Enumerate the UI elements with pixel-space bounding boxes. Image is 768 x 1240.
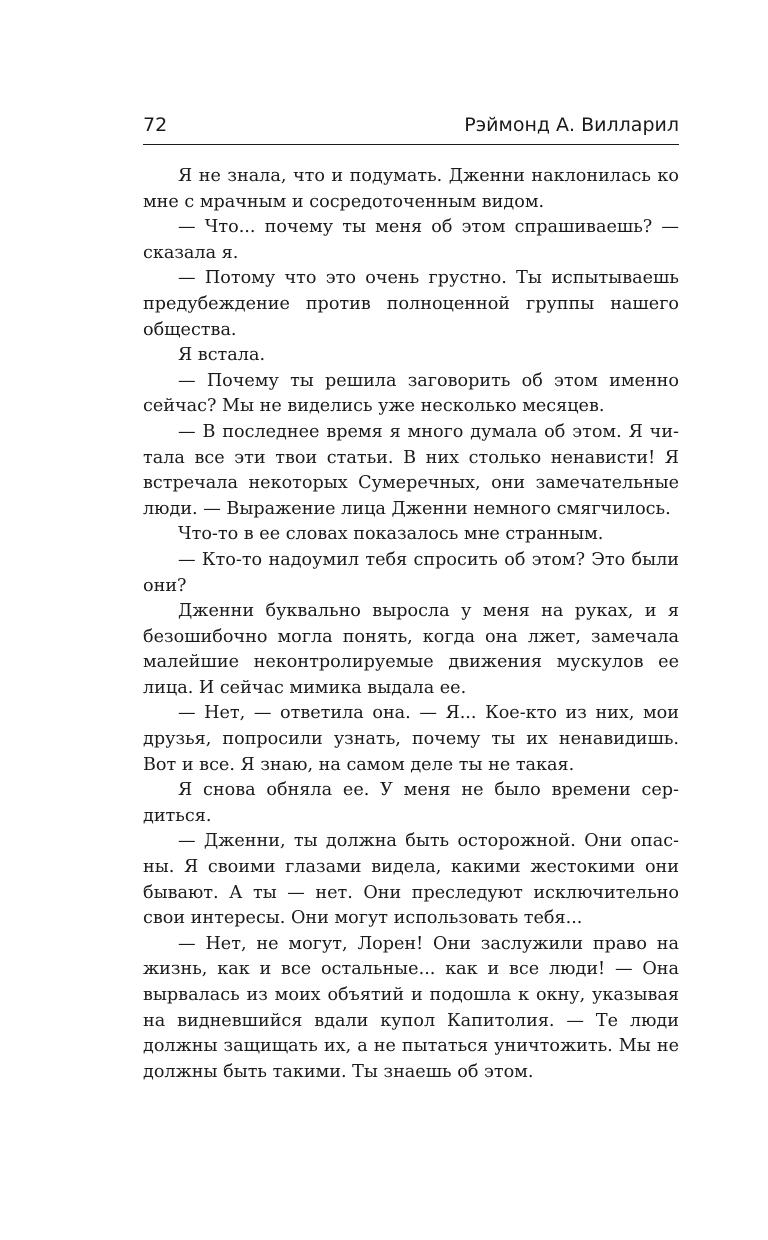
paragraph: — Почему ты решила заговорить об этом именно сейчас? Мы не виделись уже несколько месяцев.: [143, 370, 679, 417]
paragraph: Я встала.: [178, 345, 266, 366]
paragraph: Дженни буквально выросла у меня на руках, и я безошибочно могла понять, когда она лжет, замечала малейшие неконтролируемые движения мускулов ее лица. И сейчас мимика выдала ее.: [143, 601, 679, 698]
running-header: [143, 114, 679, 145]
paragraph: — В последнее время я много думала об этом. Я читала все эти твои статьи. В них столько ненависти! Я встречала некоторых Сумеречных, они замечательные люди. — Выражение лица Дженни немного смягчилось.: [143, 421, 679, 519]
paragraph: Я снова обняла ее. У меня не было времени сердиться.: [143, 780, 679, 826]
paragraph: — Нет, — ответила она. — Я... Кое-кто из них, мои друзья, попросили узнать, почему ты их ненавидишь. Вот и все. Я знаю, на самом деле ты не такая.: [143, 703, 679, 775]
running-author: Рэймонд А. Вилларил: [464, 114, 679, 136]
paragraph: — Потому что это очень грустно. Ты испытываешь предубеждение против полноценной группы нашего общества.: [143, 268, 679, 340]
paragraph: — Что... почему ты меня об этом спрашиваешь? — сказала я.: [143, 217, 679, 263]
paragraph: — Дженни, ты должна быть осторожной. Они опасны. Я своими глазами видела, какими жестокими они бывают. А ты — нет. Они преследуют исключительно свои интересы. Они могут использовать тебя...: [143, 831, 679, 929]
paragraph: Что-то в ее словах показалось мне странным.: [178, 524, 604, 545]
paragraph: — Кто-то надоумил тебя спросить об этом? Это были они?: [143, 549, 679, 596]
paragraph: Я не знала, что и подумать. Дженни наклонилась ко мне с мрачным и сосредоточенным видом.: [143, 166, 679, 212]
paragraph: — Нет, не могут, Лорен! Они заслужили право на жизнь, как и все остальные... как и все люди! — Она вырвалась из моих объятий и подошла к окну, указывая на видневшийся вдали купол Капитолия. — Те люди должны защищать их, а не пытаться уничтожить. Мы не должны быть такими. Ты знаешь об этом.: [143, 933, 679, 1082]
body-text: [143, 164, 679, 1085]
page-number: 72: [143, 114, 168, 136]
